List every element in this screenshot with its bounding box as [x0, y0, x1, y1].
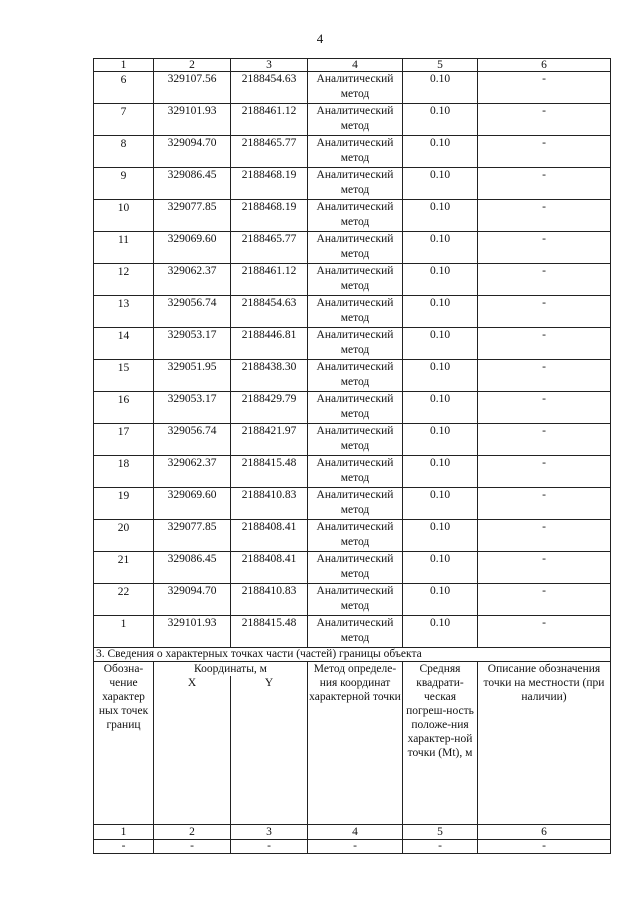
- method-cell: Аналитический метод: [308, 328, 403, 360]
- description-cell: -: [478, 168, 611, 200]
- description-cell: -: [478, 200, 611, 232]
- point-number: 8: [94, 136, 154, 168]
- x-coordinate: 329069.60: [154, 232, 231, 264]
- table-row: [94, 168, 611, 200]
- x-coordinate: 329056.74: [154, 424, 231, 456]
- table-row: [94, 72, 611, 104]
- header-cell: 5: [403, 59, 478, 72]
- accuracy-cell: 0.10: [403, 616, 478, 648]
- accuracy-cell: 0.10: [403, 552, 478, 584]
- x-coordinate: 329053.17: [154, 392, 231, 424]
- y-coordinate: 2188468.19: [231, 168, 308, 200]
- column-number: 5: [403, 825, 478, 840]
- description-cell: -: [478, 136, 611, 168]
- point-number: 15: [94, 360, 154, 392]
- y-coordinate: 2188454.63: [231, 296, 308, 328]
- table-row: [94, 360, 611, 392]
- description-cell: -: [478, 72, 611, 104]
- x-header: X: [154, 676, 231, 825]
- x-coordinate: 329056.74: [154, 296, 231, 328]
- accuracy-cell: 0.10: [403, 104, 478, 136]
- header-cell: 2: [154, 59, 231, 72]
- table-row: [94, 264, 611, 296]
- method-cell: Аналитический метод: [308, 616, 403, 648]
- accuracy-cell: 0.10: [403, 264, 478, 296]
- empty-cell: -: [154, 840, 231, 854]
- column-number: 4: [308, 825, 403, 840]
- point-number: 22: [94, 584, 154, 616]
- y-coordinate: 2188454.63: [231, 72, 308, 104]
- accuracy-cell: 0.10: [403, 360, 478, 392]
- empty-cell: -: [308, 840, 403, 854]
- accuracy-cell: 0.10: [403, 328, 478, 360]
- point-number: 9: [94, 168, 154, 200]
- method-header: Метод определе-ния координат характерной точки: [308, 662, 403, 825]
- point-number: 6: [94, 72, 154, 104]
- x-coordinate: 329062.37: [154, 456, 231, 488]
- header-cell: 6: [478, 59, 611, 72]
- description-cell: -: [478, 360, 611, 392]
- accuracy-cell: 0.10: [403, 232, 478, 264]
- method-cell: Аналитический метод: [308, 360, 403, 392]
- y-coordinate: 2188408.41: [231, 520, 308, 552]
- method-cell: Аналитический метод: [308, 488, 403, 520]
- description-cell: -: [478, 616, 611, 648]
- accuracy-cell: 0.10: [403, 296, 478, 328]
- description-cell: -: [478, 584, 611, 616]
- section-header-row: [94, 662, 611, 677]
- x-coordinate: 329101.93: [154, 104, 231, 136]
- header-cell: 1: [94, 59, 154, 72]
- x-coordinate: 329101.93: [154, 616, 231, 648]
- accuracy-cell: 0.10: [403, 136, 478, 168]
- method-cell: Аналитический метод: [308, 136, 403, 168]
- column-number: 1: [94, 825, 154, 840]
- x-coordinate: 329062.37: [154, 264, 231, 296]
- empty-cell: -: [94, 840, 154, 854]
- y-coordinate: 2188410.83: [231, 584, 308, 616]
- y-coordinate: 2188461.12: [231, 104, 308, 136]
- x-coordinate: 329069.60: [154, 488, 231, 520]
- method-cell: Аналитический метод: [308, 296, 403, 328]
- y-coordinate: 2188446.81: [231, 328, 308, 360]
- point-number: 1: [94, 616, 154, 648]
- column-number: 2: [154, 825, 231, 840]
- accuracy-header: Средняя квадрати-ческая погреш-ность положе-ния характер-ной точки (Mt), м: [403, 662, 478, 825]
- section-numbers-row: [94, 825, 611, 840]
- point-number: 12: [94, 264, 154, 296]
- header-cell: 4: [308, 59, 403, 72]
- method-cell: Аналитический метод: [308, 232, 403, 264]
- point-number: 16: [94, 392, 154, 424]
- point-number: 13: [94, 296, 154, 328]
- x-coordinate: 329051.95: [154, 360, 231, 392]
- description-cell: -: [478, 456, 611, 488]
- method-cell: Аналитический метод: [308, 520, 403, 552]
- table-header-row: [94, 59, 611, 72]
- table-row: [94, 456, 611, 488]
- description-cell: -: [478, 552, 611, 584]
- method-cell: Аналитический метод: [308, 72, 403, 104]
- x-coordinate: 329053.17: [154, 328, 231, 360]
- method-cell: Аналитический метод: [308, 424, 403, 456]
- empty-cell: -: [231, 840, 308, 854]
- table-row: [94, 552, 611, 584]
- y-header: Y: [231, 676, 308, 825]
- method-cell: Аналитический метод: [308, 392, 403, 424]
- x-coordinate: 329077.85: [154, 520, 231, 552]
- y-coordinate: 2188429.79: [231, 392, 308, 424]
- header-cell: 3: [231, 59, 308, 72]
- y-coordinate: 2188410.83: [231, 488, 308, 520]
- y-coordinate: 2188408.41: [231, 552, 308, 584]
- description-cell: -: [478, 264, 611, 296]
- method-cell: Аналитический метод: [308, 200, 403, 232]
- table-row: [94, 520, 611, 552]
- x-coordinate: 329086.45: [154, 168, 231, 200]
- accuracy-cell: 0.10: [403, 424, 478, 456]
- point-number: 21: [94, 552, 154, 584]
- table-row: [94, 424, 611, 456]
- point-number: 14: [94, 328, 154, 360]
- method-cell: Аналитический метод: [308, 584, 403, 616]
- x-coordinate: 329107.56: [154, 72, 231, 104]
- y-coordinate: 2188415.48: [231, 456, 308, 488]
- page-number: 4: [316, 31, 324, 46]
- empty-cell: -: [403, 840, 478, 854]
- accuracy-cell: 0.10: [403, 72, 478, 104]
- table-row: [94, 328, 611, 360]
- description-cell: -: [478, 328, 611, 360]
- accuracy-cell: 0.10: [403, 168, 478, 200]
- method-cell: Аналитический метод: [308, 104, 403, 136]
- description-cell: -: [478, 296, 611, 328]
- description-cell: -: [478, 424, 611, 456]
- coordinates-table: [93, 58, 611, 854]
- empty-cell: -: [478, 840, 611, 854]
- table-row: [94, 136, 611, 168]
- method-cell: Аналитический метод: [308, 552, 403, 584]
- y-coordinate: 2188461.12: [231, 264, 308, 296]
- table-row: [94, 584, 611, 616]
- x-coordinate: 329086.45: [154, 552, 231, 584]
- method-cell: Аналитический метод: [308, 168, 403, 200]
- y-coordinate: 2188421.97: [231, 424, 308, 456]
- table-row: [94, 616, 611, 648]
- x-coordinate: 329094.70: [154, 584, 231, 616]
- point-label-header: Обозна-чение характер ных точек границ: [94, 662, 154, 825]
- column-number: 6: [478, 825, 611, 840]
- accuracy-cell: 0.10: [403, 456, 478, 488]
- y-coordinate: 2188465.77: [231, 232, 308, 264]
- accuracy-cell: 0.10: [403, 520, 478, 552]
- point-number: 20: [94, 520, 154, 552]
- description-cell: -: [478, 520, 611, 552]
- point-number: 11: [94, 232, 154, 264]
- x-coordinate: 329094.70: [154, 136, 231, 168]
- point-number: 19: [94, 488, 154, 520]
- table-row: [94, 296, 611, 328]
- accuracy-cell: 0.10: [403, 488, 478, 520]
- section-title: 3. Сведения о характерных точках части (частей) границы объекта: [94, 648, 611, 662]
- method-cell: Аналитический метод: [308, 456, 403, 488]
- accuracy-cell: 0.10: [403, 584, 478, 616]
- point-number: 10: [94, 200, 154, 232]
- description-cell: -: [478, 392, 611, 424]
- table-row: [94, 200, 611, 232]
- method-cell: Аналитический метод: [308, 264, 403, 296]
- column-number: 3: [231, 825, 308, 840]
- table-row: [94, 104, 611, 136]
- description-cell: -: [478, 104, 611, 136]
- section-empty-row: [94, 840, 611, 854]
- y-coordinate: 2188438.30: [231, 360, 308, 392]
- table-row: [94, 392, 611, 424]
- section-title-row: [94, 648, 611, 662]
- description-cell: -: [478, 232, 611, 264]
- point-number: 7: [94, 104, 154, 136]
- x-coordinate: 329077.85: [154, 200, 231, 232]
- table-row: [94, 232, 611, 264]
- description-cell: -: [478, 488, 611, 520]
- y-coordinate: 2188468.19: [231, 200, 308, 232]
- point-number: 17: [94, 424, 154, 456]
- accuracy-cell: 0.10: [403, 392, 478, 424]
- coordinates-header: Координаты, м: [154, 662, 308, 677]
- table-row: [94, 488, 611, 520]
- accuracy-cell: 0.10: [403, 200, 478, 232]
- point-number: 18: [94, 456, 154, 488]
- y-coordinate: 2188465.77: [231, 136, 308, 168]
- description-header: Описание обозначения точки на местности (при наличии): [478, 662, 611, 825]
- y-coordinate: 2188415.48: [231, 616, 308, 648]
